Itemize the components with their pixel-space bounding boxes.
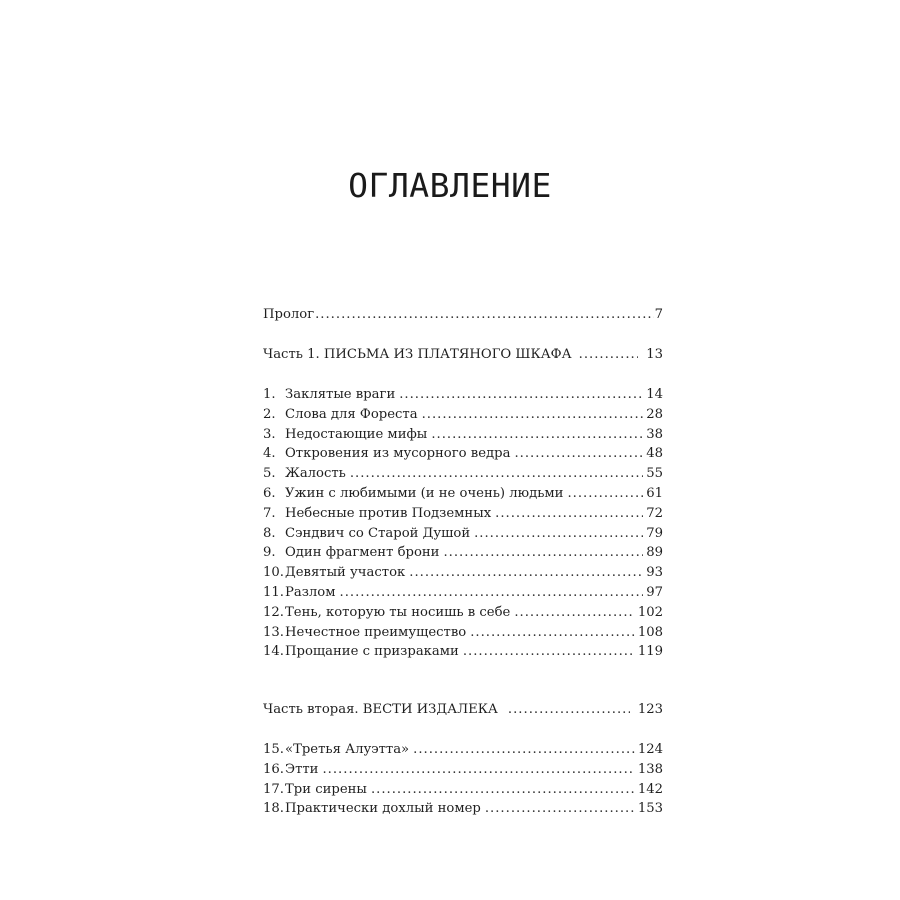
- toc-chapter-page: 138: [637, 761, 663, 777]
- toc-chapter-number: 12.: [263, 604, 284, 620]
- toc-chapter-title: Жалость: [285, 466, 346, 482]
- dot-leader: [409, 563, 643, 583]
- toc-chapter-number: 18.: [263, 801, 284, 817]
- toc-chapter-number: 5.: [263, 466, 276, 482]
- dot-leader: [431, 425, 643, 445]
- page-title: ОГЛАВЛЕНИЕ: [348, 166, 552, 205]
- toc-chapter-page: 55: [646, 466, 663, 482]
- toc-chapter-number: 14.: [263, 644, 284, 660]
- dot-leader: [579, 345, 639, 365]
- toc-chapter-title: Нечестное преимущество: [285, 624, 467, 640]
- toc-chapter-title: Заклятые враги: [285, 387, 396, 402]
- toc-chapter-page: 89: [646, 545, 663, 561]
- dot-leader: [443, 543, 643, 563]
- dot-leader: [371, 780, 635, 800]
- dot-leader: [495, 504, 643, 524]
- toc-chapter-title: Этти: [285, 761, 319, 777]
- toc-entry-page: 13: [646, 347, 663, 362]
- toc-chapter-number: 1.: [263, 387, 276, 402]
- dot-leader: [474, 524, 643, 544]
- toc-chapter-number: 7.: [263, 505, 276, 521]
- toc-chapter-page: 102: [637, 604, 663, 620]
- toc-chapter-page: 97: [646, 585, 663, 600]
- toc-entry-label: Часть вторая. ВЕСТИ ИЗДАЛЕКА: [263, 702, 498, 717]
- toc-chapter-entry: [263, 642, 663, 662]
- toc-chapter-entry: [263, 484, 663, 504]
- toc-chapter-page: 38: [646, 426, 663, 442]
- dot-leader: [422, 405, 644, 425]
- toc-entry-page: 123: [637, 702, 663, 717]
- toc-entry-part1: [263, 345, 663, 365]
- toc-chapter-title: Три сирены: [285, 781, 367, 797]
- dot-leader: [399, 385, 643, 405]
- dot-leader: [514, 603, 635, 623]
- toc-chapter-entry: [263, 405, 663, 425]
- dot-leader: [340, 583, 644, 603]
- toc-entry-part2: [263, 700, 663, 720]
- dot-leader: [567, 484, 643, 504]
- toc-chapter-entry: [263, 504, 663, 524]
- toc-chapter-entry: [263, 464, 663, 484]
- toc-chapter-entry: [263, 543, 663, 563]
- toc-chapter-number: 15.: [263, 742, 284, 757]
- toc-entry-page: 7: [654, 307, 663, 322]
- toc-chapter-entry: [263, 444, 663, 464]
- toc-chapter-entry: [263, 740, 663, 760]
- toc-chapter-page: 48: [646, 446, 663, 462]
- toc-chapter-title: «Третья Алуэтта»: [285, 742, 410, 757]
- toc-chapter-entry: [263, 563, 663, 583]
- toc-chapter-entry: [263, 760, 663, 780]
- toc-chapter-page: 93: [646, 565, 663, 581]
- toc-chapter-entry: [263, 583, 663, 603]
- toc-chapter-title: Практически дохлый номер: [285, 801, 481, 817]
- dot-leader: [413, 740, 635, 760]
- toc-chapter-title: Сэндвич со Старой Душой: [285, 525, 471, 541]
- toc-chapter-entry: [263, 799, 663, 819]
- toc-chapter-entry: [263, 623, 663, 643]
- toc-chapter-page: 124: [637, 742, 663, 757]
- toc-chapter-entry: [263, 385, 663, 405]
- toc-chapter-title: Девятый участок: [285, 565, 406, 581]
- toc-chapter-entry: [263, 780, 663, 800]
- toc-chapter-title: Один фрагмент брони: [285, 545, 440, 561]
- toc-chapter-page: 28: [646, 406, 663, 422]
- toc-chapter-entry: [263, 603, 663, 623]
- toc-chapter-number: 4.: [263, 446, 276, 462]
- toc-chapter-title: Недостающие мифы: [285, 426, 428, 442]
- toc-entry-label: Часть 1. ПИСЬМА ИЗ ПЛАТЯНОГО ШКАФА: [263, 347, 572, 362]
- dot-leader: [350, 464, 643, 484]
- toc-chapter-page: 119: [637, 644, 663, 660]
- toc-chapter-number: 13.: [263, 624, 284, 640]
- toc-chapter-page: 14: [646, 387, 663, 402]
- toc-chapter-entry: [263, 425, 663, 445]
- dot-leader: [463, 642, 635, 662]
- toc-chapter-entry: [263, 524, 663, 544]
- dot-leader: [322, 760, 634, 780]
- dot-leader: [485, 799, 635, 819]
- toc-chapter-number: 10.: [263, 565, 284, 581]
- toc-chapter-title: Откровения из мусорного ведра: [285, 446, 511, 462]
- toc-chapter-number: 3.: [263, 426, 276, 442]
- dot-leader: [514, 444, 643, 464]
- toc-chapter-title: Слова для Фореста: [285, 406, 418, 422]
- toc-entry-prologue: [263, 305, 663, 325]
- toc-chapter-title: Прощание с призраками: [285, 644, 459, 660]
- dot-leader: [470, 623, 635, 643]
- toc-chapter-page: 72: [646, 505, 663, 521]
- toc-chapter-number: 9.: [263, 545, 276, 561]
- toc-chapter-title: Небесные против Подземных: [285, 505, 492, 521]
- toc-chapter-title: Разлом: [285, 585, 336, 600]
- toc-chapter-page: 61: [646, 486, 663, 501]
- dot-leader: [508, 700, 630, 720]
- toc-chapter-number: 8.: [263, 525, 276, 541]
- toc-chapter-number: 6.: [263, 486, 276, 501]
- toc-chapter-number: 16.: [263, 761, 284, 777]
- toc-chapter-page: 153: [637, 801, 663, 817]
- toc-chapter-page: 142: [637, 781, 663, 797]
- toc-chapter-title: Ужин с любимыми (и не очень) людьми: [285, 486, 564, 501]
- toc-entry-label: Пролог: [263, 307, 315, 322]
- toc-chapter-page: 79: [646, 525, 663, 541]
- toc-chapter-page: 108: [637, 624, 663, 640]
- toc-chapter-number: 2.: [263, 406, 276, 422]
- toc-chapter-number: 17.: [263, 781, 284, 797]
- toc-chapter-title: Тень, которую ты носишь в себе: [285, 604, 511, 620]
- toc-chapter-number: 11.: [263, 585, 284, 600]
- dot-leader: [315, 305, 654, 325]
